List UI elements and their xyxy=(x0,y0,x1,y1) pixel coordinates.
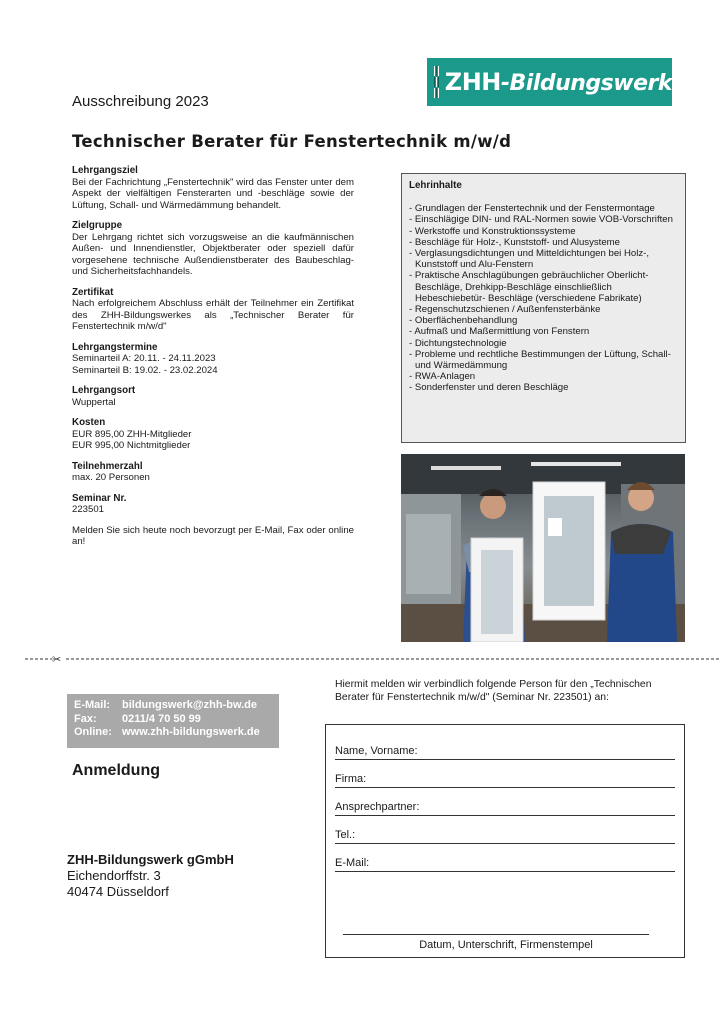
contact-email-row xyxy=(74,699,272,713)
section-target-group xyxy=(72,220,354,278)
contact-online-row xyxy=(74,726,272,740)
section-costs xyxy=(72,417,354,452)
list-item: - RWA-Anlagen xyxy=(409,371,678,382)
section-heading: Lehrgangsort xyxy=(72,385,136,396)
section-heading: Lehrgangstermine xyxy=(72,341,158,353)
list-item: - Regenschutzschienen / Außenfensterbänke xyxy=(409,304,678,315)
section-heading: Teilnehmerzahl xyxy=(72,460,143,472)
address-org: ZHH-Bildungswerk gGmbH xyxy=(67,852,234,867)
course-details xyxy=(72,165,354,548)
company-field[interactable]: Firma: xyxy=(335,771,675,788)
address-block xyxy=(67,852,234,900)
form-intro: Hiermit melden wir verbindlich folgende Person für den „Technischen Berater für Fenstertechnik m/w/d" (Seminar Nr. 223501) an: xyxy=(335,679,652,703)
registration-heading: Anmeldung xyxy=(72,762,160,779)
date-line: Seminarteil B: 19.02. - 23.02.2024 xyxy=(72,364,218,376)
scissors-icon: ✂ xyxy=(52,653,62,665)
list-item: - Einschlägige DIN- und RAL-Normen sowie VOB-Vorschriften xyxy=(409,214,678,225)
section-heading: Zielgruppe xyxy=(72,220,123,231)
cut-line xyxy=(0,653,720,665)
section-heading: Kosten xyxy=(72,417,106,428)
signature-label: Datum, Unterschrift, Firmenstempel xyxy=(419,939,593,951)
call-to-action: Melden Sie sich heute noch bevorzugt per E-Mail, Fax oder online an! xyxy=(72,524,354,547)
participants-line: max. 20 Personen xyxy=(72,472,150,483)
address-street: Eichendorffstr. 3 xyxy=(67,868,161,883)
section-certificate xyxy=(72,287,354,333)
course-contents-box xyxy=(401,173,686,443)
list-item: - Sonderfenster und deren Beschläge xyxy=(409,382,678,393)
list-item: - Dichtungstechnologie xyxy=(409,338,678,349)
zhh-logo xyxy=(427,58,672,106)
contact-person-field[interactable]: Ansprechpartner: xyxy=(335,799,675,816)
section-heading: Zertifikat xyxy=(72,286,114,298)
location-line: Wuppertal xyxy=(72,396,116,408)
contact-fax-row xyxy=(74,713,272,727)
list-item: - Aufmaß und Maßermittlung von Fenstern xyxy=(409,326,678,337)
workshop-photo xyxy=(401,454,685,642)
name-field[interactable]: Name, Vorname: xyxy=(335,743,675,760)
section-location xyxy=(72,385,354,408)
contents-list xyxy=(409,203,678,393)
contact-box xyxy=(67,694,279,748)
section-heading: Seminar Nr. xyxy=(72,492,127,504)
course-title: Technischer Berater für Fenstertechnik m/w/d xyxy=(72,132,512,151)
phone-field[interactable]: Tel.: xyxy=(335,827,675,844)
list-item: - Grundlagen der Fenstertechnik und der Fenstermontage xyxy=(409,203,678,214)
section-text: Der Lehrgang richtet sich vorzugsweise an die kaufmännischen Außen- und Innendienstler, Objektberater oder speziell dafür vorgesehene technische Außendienstberater des Baubeschlag- und Sicherheitsfachhandels. xyxy=(72,231,354,277)
online-label: Online: xyxy=(74,726,112,738)
logo-grid-icon xyxy=(434,66,439,98)
website-link[interactable]: www.zhh-bildungswerk.de xyxy=(122,726,260,738)
email-link[interactable]: bildungswerk@zhh-bw.de xyxy=(122,699,257,711)
contents-heading: Lehrinhalte xyxy=(409,180,462,191)
section-seminar-number xyxy=(72,493,354,516)
list-item: - Verglasungsdichtungen und Mitteldichtungen bei Holz-, Kunststoff und Alu-Fenstern xyxy=(409,248,678,270)
signature-line[interactable] xyxy=(343,934,649,935)
fax-number: 0211/4 70 50 99 xyxy=(122,712,201,725)
workshop-illustration xyxy=(401,454,685,642)
section-participants xyxy=(72,461,354,484)
logo-text: ZHH-Bildungswerk xyxy=(444,68,672,96)
cost-line: EUR 995,00 Nichtmitglieder xyxy=(72,440,191,451)
list-item: - Praktische Anschlagübungen gebräuchlicher Oberlicht-Beschläge, Drehkipp-Beschläge einschließlich Hebeschiebetür- Beschläge (verschiedene Fabrikate) xyxy=(409,270,678,304)
list-item: - Werkstoffe und Konstruktionssysteme xyxy=(409,226,678,237)
section-text: Bei der Fachrichtung „Fenstertechnik" wird das Fenster unter dem Aspekt der vielfältigen Fensterarten und -beschläge sowie der Lüftung, Schall- und Wärmedämmung behandelt. xyxy=(72,176,354,211)
list-item: - Oberflächenbehandlung xyxy=(409,315,678,326)
seminar-number: 223501 xyxy=(72,504,105,515)
announcement-year: Ausschreibung 2023 xyxy=(72,93,209,110)
registration-form xyxy=(325,724,685,958)
section-dates xyxy=(72,342,354,377)
list-item: - Beschläge für Holz-, Kunststoff- und Alusysteme xyxy=(409,237,678,248)
section-text: Nach erfolgreichem Abschluss erhält der Teilnehmer ein Zertifikat des ZHH-Bildungswerkes als „Technischer Berater für Fenstertechnik m/w/d" xyxy=(72,298,354,332)
section-heading: Lehrgangsziel xyxy=(72,165,138,176)
cost-line: EUR 895,00 ZHH-Mitglieder xyxy=(72,428,192,440)
email-field[interactable]: E-Mail: xyxy=(335,855,675,872)
list-item: - Probleme und rechtliche Bestimmungen der Lüftung, Schall- und Wärmedämmung xyxy=(409,349,678,371)
address-city: 40474 Düsseldorf xyxy=(67,884,169,899)
email-label: E-Mail: xyxy=(74,699,111,711)
section-goal xyxy=(72,165,354,211)
fax-label: Fax: xyxy=(74,712,97,725)
date-line: Seminarteil A: 20.11. - 24.11.2023 xyxy=(72,353,216,364)
